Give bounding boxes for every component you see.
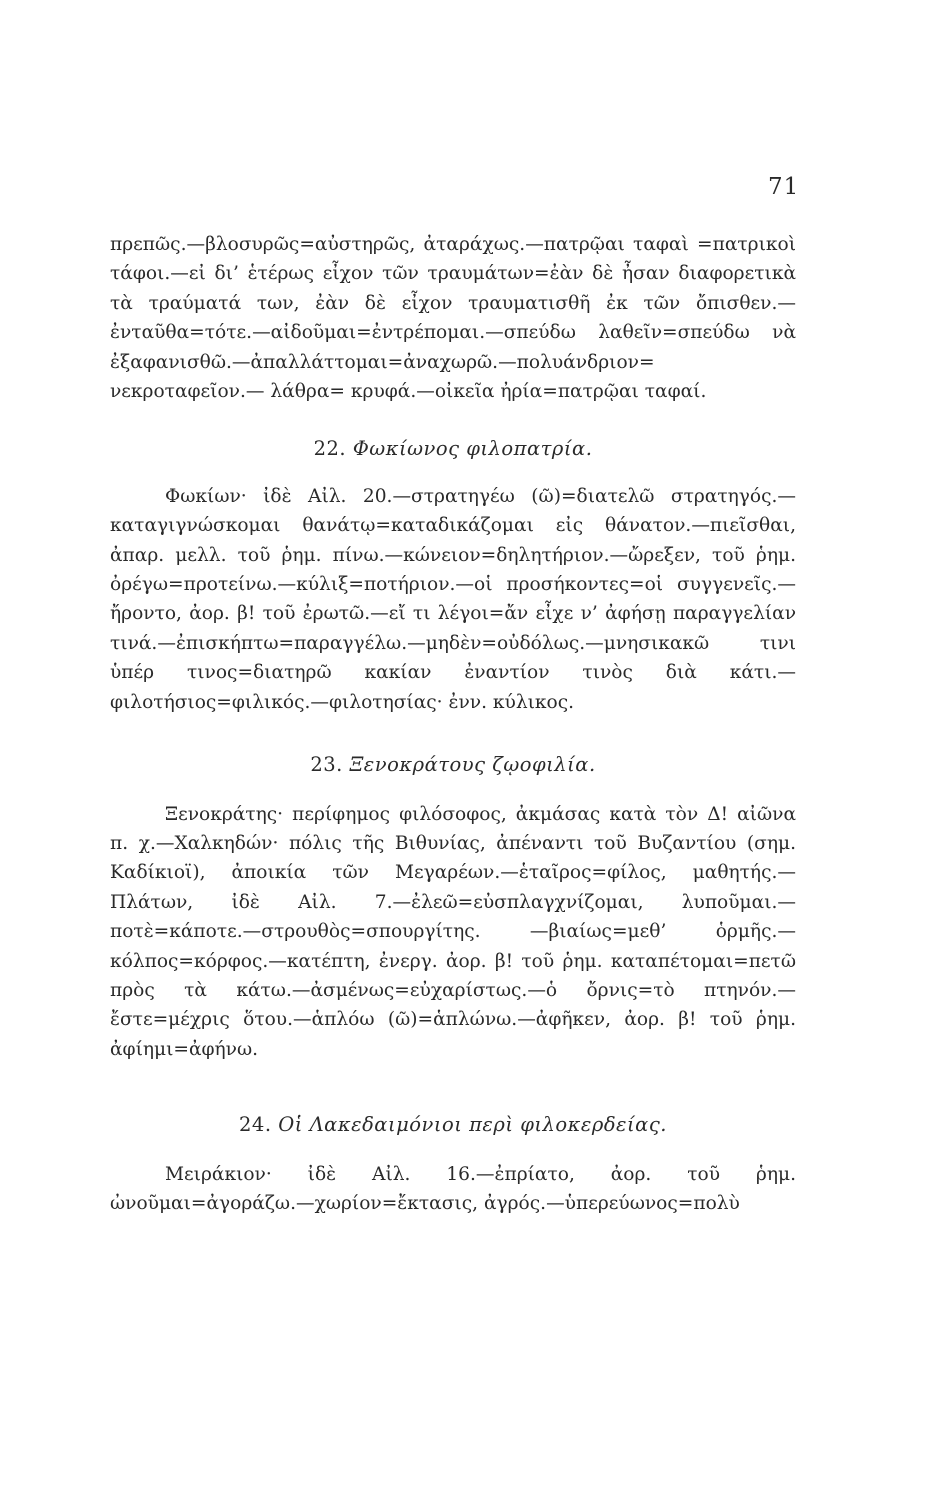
commentary-paragraph: Φωκίων· ἰδὲ Αἰλ. 20.—στρατηγέω (ῶ)=διατελῶ στρατηγός.—καταγιγνώσκομαι θανάτῳ=καταδικάζομαι εἰς θάνατον.—πιεῖσθαι, ἀπαρ. μελλ. τοῦ ῥημ. πίνω.—κώνειον=δηλητήριον.—ὤρεξεν, τοῦ ῥημ. ὀρέγω=προτείνω.—κύλιξ=ποτήριον.—οἱ προσήκοντες=οἱ συγγενεῖς.—ἤροντο, ἀορ. β! τοῦ ἐρωτῶ.—εἴ τι λέγοι=ἄν εἶχε ν’ ἀφήσῃ παραγγελίαν τινά.—ἐπισκήπτω=παραγγέλω.—μηδὲν=οὐδόλως.—μνησικακῶ τινι ὑπέρ τινος=διατηρῶ κακίαν ἐναντίον τινὸς διὰ κάτι.—φιλοτήσιος=φιλικός.—φιλοτησίας· ἐνν. κύλικος. (110, 485, 796, 713)
section-title: Οἱ Λακεδαιμόνιοι περὶ φιλοκερδείας. (278, 1113, 667, 1137)
section-number: 22. (313, 437, 347, 461)
section-heading-24 (110, 1110, 796, 1139)
commentary-paragraph: Ξενοκράτης· περίφημος φιλόσοφος, ἀκμάσας κατὰ τὸν Δ! αἰῶνα π. χ.—Χαλκηδών· πόλις τῆς Βιθυνίας, ἀπέναντι τοῦ Βυζαντίου (σημ. Καδίκιοϊ), ἀποικία τῶν Μεγαρέων.—ἑταῖρος=φίλος, μαθητής.—Πλάτων, ἰδὲ Αἰλ. 7.—ἐλεῶ=εὐσπλαγχνίζομαι, λυποῦμαι.—ποτὲ=κάποτε.—στρουθὸς=σπουργίτης. —βιαίως=μεθ’ ὁρμῆς.—κόλπος=κόρφος.—κατέπτη, ἐνεργ. ἀορ. β! τοῦ ῥημ. καταπέτομαι=πετῶ πρὸς τὰ κάτω.—ἀσμένως=εὐχαρίστως.—ὁ ὄρνις=τὸ πτηνόν.—ἔστε=μέχρις ὅτου.—ἁπλόω (ῶ)=ἁπλώνω.—ἀφῆκεν, ἀορ. β! τοῦ ῥημ. ἀφίημι=ἀφήνω. (110, 803, 796, 1060)
section-heading-23 (110, 750, 796, 779)
page-number: 71 (768, 174, 800, 200)
section-title: Ξενοκράτους ζῳοφιλία. (349, 753, 596, 777)
section-number: 23. (310, 753, 343, 777)
section-number: 24. (239, 1113, 272, 1137)
section-title: Φωκίωνος φιλοπατρία. (352, 437, 593, 461)
commentary-paragraph: πρεπῶς.—βλοσυρῶς=αὐστηρῶς, ἀταράχως.—πατρῷαι ταφαὶ =πατρικοὶ τάφοι.—εἰ δι’ ἑτέρως εἶχον τῶν τραυμάτων=ἐὰν δὲ ἦσαν διαφορετικὰ τὰ τραύματά των, ἐὰν δὲ εἶχον τραυματισθῆ ἐκ τῶν ὄπισθεν.—ἐνταῦθα=τότε.—αἰδοῦμαι=ἐντρέπομαι.—σπεύδω λαθεῖν=σπεύδω νὰ ἐξαφανισθῶ.—ἀπαλλάττομαι=ἀναχωρῶ.—πολυάνδριον= νεκροταφεῖον.— λάθρα= κρυφά.—οἰκεῖα ἠρία=πατρῷαι ταφαί. (110, 234, 796, 403)
commentary-paragraph: Μειράκιον· ἰδὲ Αἰλ. 16.—ἐπρίατο, ἀορ. τοῦ ῥημ. ὠνοῦμαι=ἀγοράζω.—χωρίον=ἔκτασις, ἀγρός.—ὑπερεύωνος=πολὺ (110, 1163, 796, 1214)
section-heading-22 (110, 434, 796, 463)
page-body (110, 230, 796, 1218)
